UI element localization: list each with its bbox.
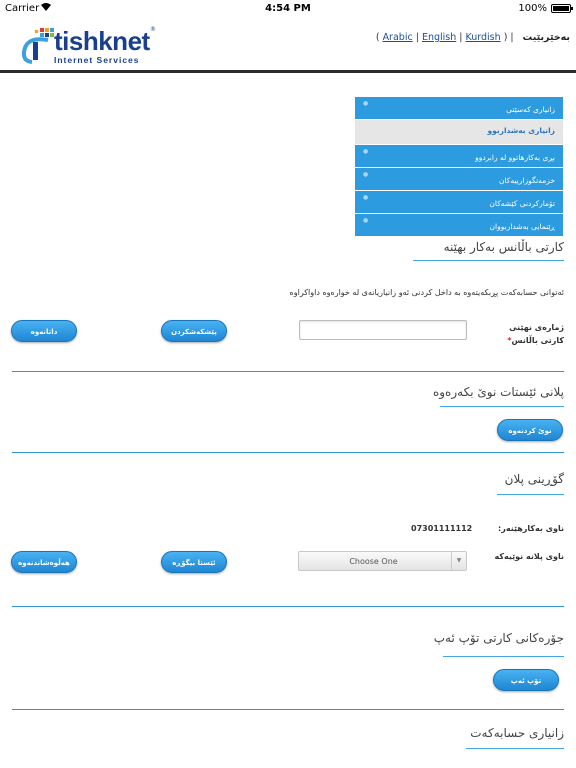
new-plan-label: ناوی پلانە نوێیەکە <box>494 552 564 561</box>
battery-icon <box>551 4 571 13</box>
renew-button[interactable]: نوێ کردنەوە <box>497 419 563 441</box>
menu-item-personal-info[interactable] <box>355 97 563 119</box>
card-pin-label-line2: کارتی باڵانس <box>511 336 564 345</box>
welcome-text: بەخێربێیت <box>522 32 570 43</box>
dropdown-arrow-icon: ▼ <box>451 552 466 570</box>
submit-button[interactable]: پێشکەشکردن <box>161 320 227 342</box>
menu-item-label: بڕی بەکارهاتوو لە رابردوو <box>475 153 555 162</box>
bullet-icon: ● <box>363 171 369 178</box>
lang-bracket-close: ) | <box>500 32 514 43</box>
account-info-title: زانیاری حسابەکەت <box>470 726 564 740</box>
bullet-icon: ● <box>363 217 369 224</box>
change-plan-title: گۆڕینی پلان <box>504 472 564 486</box>
logo-tagline: Internet Services <box>54 55 140 65</box>
card-pin-label-2 <box>507 336 564 345</box>
menu-item-subscriber-info[interactable] <box>355 120 563 144</box>
menu-item-label: زانیاری بەشداربوو <box>487 126 555 135</box>
logo-mark-icon <box>18 26 58 64</box>
bullet-icon: ● <box>363 194 369 201</box>
lang-english-link[interactable]: English <box>421 32 457 43</box>
reset-button[interactable]: داتانەوە <box>11 320 77 342</box>
menu-item-usage-history[interactable] <box>355 145 563 167</box>
menu-item-label: خزمەتگوزارییەکان <box>499 176 555 185</box>
menu-item-label: زانیاری کەسێتی <box>506 105 555 114</box>
title-underline <box>497 494 564 495</box>
carrier-label: Carrier <box>5 3 40 14</box>
topup-button[interactable]: تۆپ ئەپ <box>493 669 559 691</box>
lang-separator: | <box>412 32 422 43</box>
renew-plan-title: پلانی ئێستات نوێ بکەرەوە <box>432 385 564 399</box>
title-underline <box>413 260 564 261</box>
card-pin-input[interactable] <box>299 320 467 340</box>
lang-separator: | <box>456 32 466 43</box>
username-label: ناوی بەکارهێنەر: <box>498 524 564 533</box>
account-menu <box>355 97 563 237</box>
menu-item-subscriber-guide[interactable] <box>355 214 563 236</box>
logo-registered: ® <box>150 26 156 33</box>
menu-item-label: تۆمارکردنی کێشەکان <box>489 199 555 208</box>
logo-brand: tishknet <box>54 26 150 56</box>
section-divider <box>12 452 564 453</box>
lang-arabic-link[interactable]: Arabic <box>382 32 413 43</box>
card-pin-label-line1: ژمارەی نهێنی <box>509 323 564 332</box>
cancel-button[interactable]: هەڵوەشاندنەوە <box>11 551 77 573</box>
balance-card-title: کارتی باڵانس بەکار بهێنە <box>443 240 564 254</box>
change-now-button[interactable]: ئێستا بیگۆڕە <box>161 551 227 573</box>
menu-item-label: ڕێنمایی بەشداربووان <box>489 222 555 231</box>
title-underline <box>440 406 564 407</box>
card-pin-label <box>509 323 564 332</box>
lang-bracket-open: ( <box>375 32 383 43</box>
menu-item-report-issues[interactable] <box>355 191 563 213</box>
title-underline <box>466 748 564 749</box>
required-mark: * <box>507 336 512 345</box>
status-bar <box>0 0 576 18</box>
plan-select[interactable] <box>298 551 467 571</box>
header-divider <box>0 70 576 73</box>
site-header <box>0 18 576 70</box>
topup-title: جۆرەکانی کارتی تۆپ ئەپ <box>433 631 564 645</box>
title-underline <box>443 656 564 657</box>
plan-select-value: Choose One <box>349 557 398 566</box>
menu-item-services[interactable] <box>355 168 563 190</box>
language-bar <box>376 32 570 43</box>
bullet-icon: ● <box>363 148 369 155</box>
balance-card-description: ئەتوانی حسابەکەت پڕبکەیتەوە بە داخل کردنی ئەو زانیاریانەی لە خوارەوە داواکراوە <box>289 288 564 297</box>
battery-percent: 100% <box>518 3 547 14</box>
username-value: 07301111112 <box>411 524 473 533</box>
section-divider <box>12 709 564 710</box>
tishknet-logo[interactable] <box>18 24 168 66</box>
lang-kurdish-link[interactable]: Kurdish <box>465 32 501 43</box>
bullet-icon: ● <box>363 100 369 107</box>
section-divider <box>12 371 564 372</box>
section-divider <box>12 606 564 607</box>
clock: 4:54 PM <box>265 3 311 14</box>
